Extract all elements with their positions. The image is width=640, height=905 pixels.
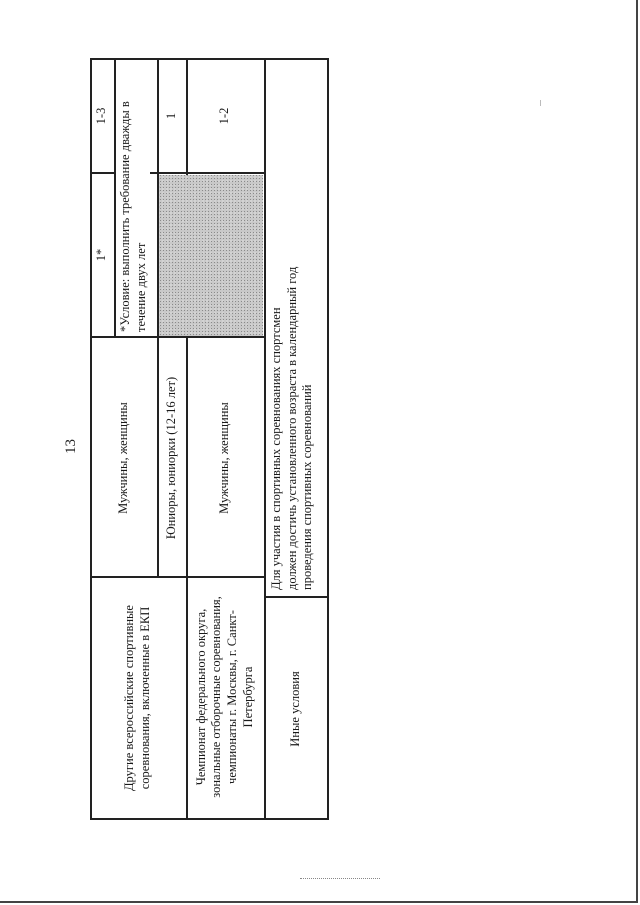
- row3-text: Для участия в спортивных соревнованиях спортсмен должен достичь установленного возраста в календарный год проведения спортивных соревнований: [269, 266, 315, 590]
- row2-range: 1-2: [217, 107, 232, 125]
- shaded-empty-cell: [159, 175, 263, 336]
- row2-event: Чемпионат федерального округа, зональные отборочные соревнования, чемпионаты г. Москвы, г. Санкт-Петербурга: [193, 596, 255, 798]
- requirements-table: [90, 58, 328, 820]
- col-separator-row3: [264, 597, 328, 599]
- col-separator-event: [90, 577, 264, 579]
- row1-place-a-note: *Условие: выполнить требование дважды в течение двух лет: [118, 101, 148, 332]
- scan-edge-mark: [300, 878, 380, 880]
- col-separator-place-bottom: [150, 173, 264, 175]
- row1-range-a: 1-3: [94, 107, 109, 125]
- row1-group-a: Мужчины, женщины: [115, 402, 130, 514]
- col-separator-group: [90, 337, 264, 339]
- row3-label: Иные условия: [288, 671, 303, 747]
- row2-group: Мужчины, женщины: [217, 402, 232, 514]
- row1-group-b: Юниоры, юниорки (12-16 лет): [164, 376, 179, 540]
- rotated-table-body: [90, 58, 328, 820]
- scan-speck: [540, 100, 541, 106]
- row1-range-b: 1: [164, 112, 179, 120]
- page-number: 13: [63, 439, 79, 454]
- row1-place-a: 1*: [94, 248, 109, 262]
- row1-event: Другие всероссийские спортивные соревнования, включенные в ЕКП: [122, 605, 152, 791]
- table-border-left: [90, 819, 328, 821]
